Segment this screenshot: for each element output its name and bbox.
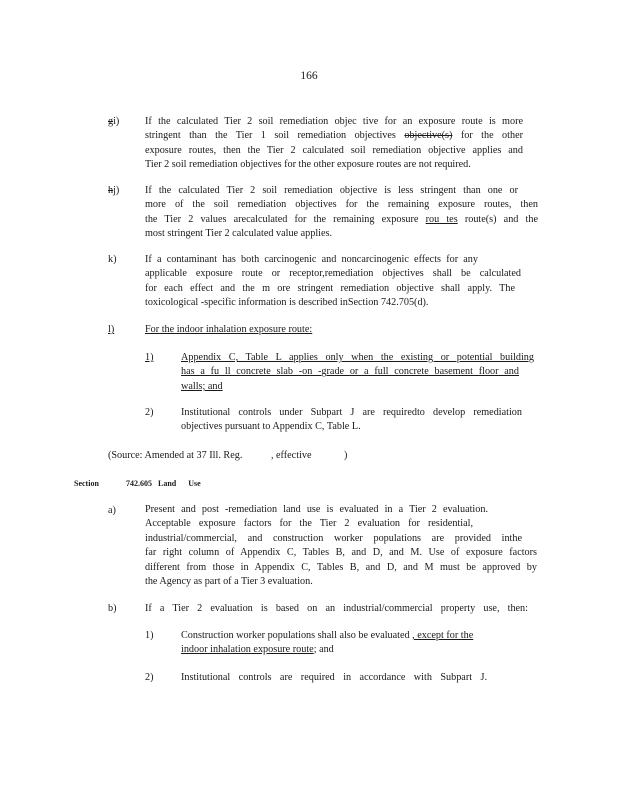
item-label-a: a) (108, 505, 116, 516)
item-label-hj: hj) (108, 185, 120, 196)
paragraph-b1: Construction worker populations shall also be evaluated , except for the indoor inhalation exposure route; and (181, 630, 474, 656)
source-note: (Source: Amended at 37 Ill. Reg. , effective ) (108, 450, 348, 461)
item-label-gi: gi) (108, 116, 120, 127)
subitem-label-l1: 1) (145, 352, 154, 363)
section-word: Section (74, 479, 99, 488)
paragraph-l: For the indoor inhalation exposure route: (145, 324, 313, 335)
paragraph-gi: If the calculated Tier 2 soil remediation objec tive for an exposure route is more stringent than the Tier 1 soil remediation objectives objective(s) for the other exposure routes, then the Tier 2 calculated soil remediation objective applies and Tier 2 soil remediation objectives for the other exposure routes are not required. (145, 116, 523, 171)
paragraph-hj: If the calculated Tier 2 soil remediation objective is less stringent than one or more of the soil remediation objectives for the remaining exposure routes, then the Tier 2 values arecalculated for the remaining exposure rou tes route(s) and the most stringent Tier 2 calculated value applies. (145, 185, 538, 240)
item-label-k: k) (108, 254, 117, 265)
section-number: 742.605 (126, 479, 152, 488)
item-label-b: b) (108, 603, 117, 614)
item-label-l: l) (108, 324, 115, 335)
paragraph-k: If a contaminant has both carcinogenic and noncarcinogenic effects for any applicable exposure route or receptor,remediation objectives shall be calculated for each effect and the m ore stringent remediation objective shall apply. The toxicological -specific information is described inSection 742.705(d). (145, 254, 521, 309)
paragraph-b2: Institutional controls are required in accordance with Subpart J. (181, 672, 487, 683)
section-title: Land Use (158, 479, 201, 488)
subitem-label-l2: 2) (145, 407, 154, 418)
subitem-label-b2: 2) (145, 672, 154, 683)
page-number: 166 (300, 70, 318, 82)
paragraph-l2: Institutional controls under Subpart J are requiredto develop remediation objectives pursuant to Appendix C, Table L. (181, 407, 522, 433)
paragraph-a: Present and post -remediation land use is evaluated in a Tier 2 evaluation. Acceptable exposure factors for the Tier 2 evaluation for residential, industrial/commercial, and construction worker populations are provided inthe far right column of Appendix C, Tables B, and D, and M. Use of exposure factors different from those in Appendix C, Tables B, and D, and M must be approved by the Agency as part of a Tier 3 evaluation. (145, 504, 537, 588)
paragraph-l1: Appendix C, Table L applies only when the existing or potential building has a fu ll concrete slab -on -grade or a full concrete basement floor and walls; and (181, 352, 534, 392)
paragraph-b: If a Tier 2 evaluation is based on an industrial/commercial property use, then: (145, 603, 528, 614)
subitem-label-b1: 1) (145, 630, 154, 641)
